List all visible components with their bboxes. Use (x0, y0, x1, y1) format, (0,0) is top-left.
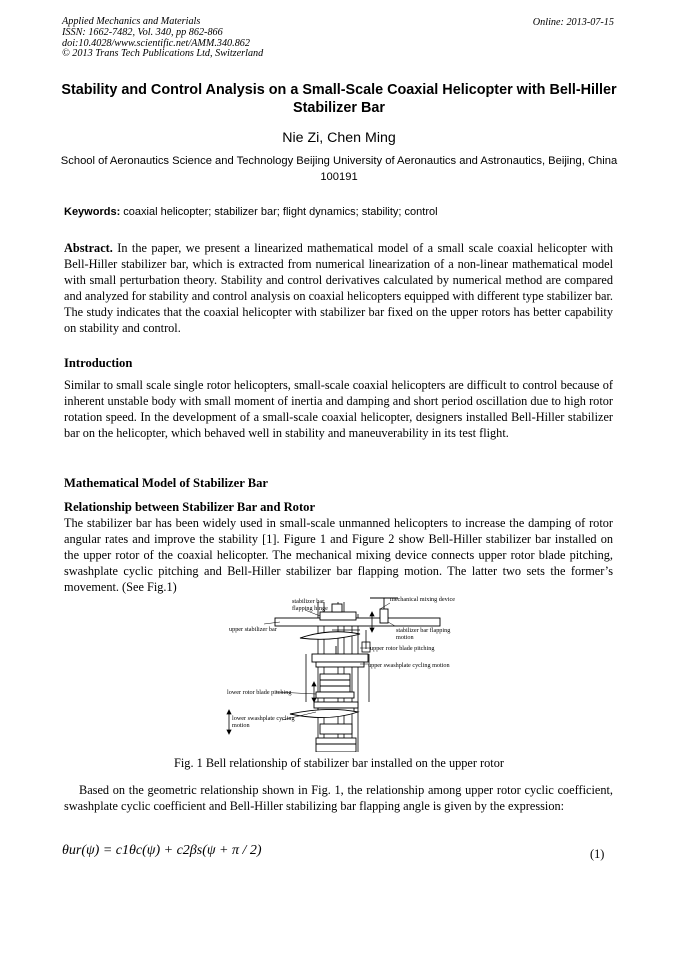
model-paragraph: The stabilizer bar has been widely used in small-scale unmanned helicopters to increase the damping of rotor angular rates and improve the stability [1]. Figure 1 and Figure 2 show Bell-Hiller stabilizer bar installed on the upper rotor of the coaxial helicopter. The mechanical mixing device connects upper rotor blade pitching, swashplate cyclic pitching and Bell-Hiller stabilizer bar flapping motion. The latter two sets the former’s movement. (See Fig.1) (64, 516, 613, 595)
keywords-text: coaxial helicopter; stabilizer bar; flight dynamics; stability; control (120, 206, 438, 218)
label-lower-blade-pitching: lower rotor blade pitching (227, 689, 292, 696)
introduction-heading: Introduction (64, 356, 133, 370)
journal-name: Applied Mechanics and Materials (62, 16, 201, 27)
author-affiliation: School of Aeronautics Science and Technology Beijing University of Aeronautics and Astronautics, Beijing, China 100191 (60, 155, 618, 183)
keywords-line (64, 206, 438, 218)
label-upper-stabilizer-bar: upper stabilizer bar (229, 626, 277, 633)
label-upper-swashplate: upper swashplate cycling motion (368, 662, 450, 669)
abstract-label: Abstract. (64, 241, 113, 255)
label-flapping-hinge-1: stabilizer bar (292, 598, 325, 605)
label-upper-blade-pitching: upper rotor blade pitching (370, 645, 435, 652)
equation-number: (1) (590, 847, 605, 861)
figure-1-diagram (220, 594, 468, 752)
paper-authors: Nie Zi, Chen Ming (282, 130, 396, 146)
abstract-paragraph (64, 240, 613, 337)
abstract-text: In the paper, we present a linearized mathematical model of a small scale coaxial helicopter with Bell-Hiller stabilizer bar, which is extracted from numerical linearization of a non-linear mathematical model with small perturbation theory. Stability and control derivatives calculated by numerical method are compared and analyzed for stability and control analysis on coaxial helicopters equipped with different type stabilizer bar. The study indicates that the coaxial helicopter with stabilizer bar fixed on the upper rotors has better capability on stability and control. (64, 241, 613, 336)
journal-copyright: © 2013 Trans Tech Publications Ltd, Switzerland (62, 48, 264, 60)
equation-1: θur(ψ) = c1θc(ψ) + c2βs(ψ + π / 2) (62, 843, 262, 858)
lower-hub (316, 724, 356, 752)
journal-doi[interactable]: doi:10.4028/www.scientific.net/AMM.340.862 (62, 37, 250, 49)
label-mixing-device: mechanical mixing device (390, 596, 455, 603)
label-lower-swashplate-2: motion (232, 722, 250, 729)
journal-issn: ISSN: 1662-7482, Vol. 340, pp 862-866 (62, 26, 223, 38)
journal-header (62, 17, 263, 60)
figure-1-caption: Fig. 1 Bell relationship of stabilizer bar installed on the upper rotor (174, 756, 504, 770)
model-heading: Mathematical Model of Stabilizer Bar (64, 476, 269, 490)
keywords-label: Keywords: (64, 206, 121, 218)
gearbox (316, 674, 354, 698)
label-flapping-hinge-2: flapping hinge (292, 605, 328, 612)
upper-rotor-blade (300, 632, 360, 640)
lower-rotor-blade (290, 709, 358, 717)
label-bar-flapping-1: stabilizer bar flapping (396, 627, 451, 634)
introduction-paragraph: Similar to small scale single rotor helicopters, small-scale coaxial helicopters are difficult to control because of inherent unstable body with small moment of inertia and damping and short period oscillation due to high rotor rotation speed. In the development of a small-scale coaxial helicopter, designers installed Bell-Hiller stabilizer bar on the helicopter, which behaved well in stability and maneuverability in its test flight. (64, 378, 613, 441)
label-bar-flapping-2: motion (396, 634, 414, 641)
paper-title: Stability and Control Analysis on a Small-Scale Coaxial Helicopter with Bell-Hiller Stabilizer Bar (61, 82, 617, 116)
label-lower-swashplate-1: lower swashplate cycling (232, 715, 295, 722)
online-date: Online: 2013-07-15 (532, 17, 614, 28)
upper-swashplate (312, 646, 368, 667)
body-paragraph: Based on the geometric relationship shown in Fig. 1, the relationship among upper rotor cyclic coefficient, swashplate cyclic coefficient and Bell-Hiller stabilizing bar flapping angle is given by the expression: (64, 783, 613, 814)
model-subheading: Relationship between Stabilizer Bar and Rotor (64, 500, 316, 514)
